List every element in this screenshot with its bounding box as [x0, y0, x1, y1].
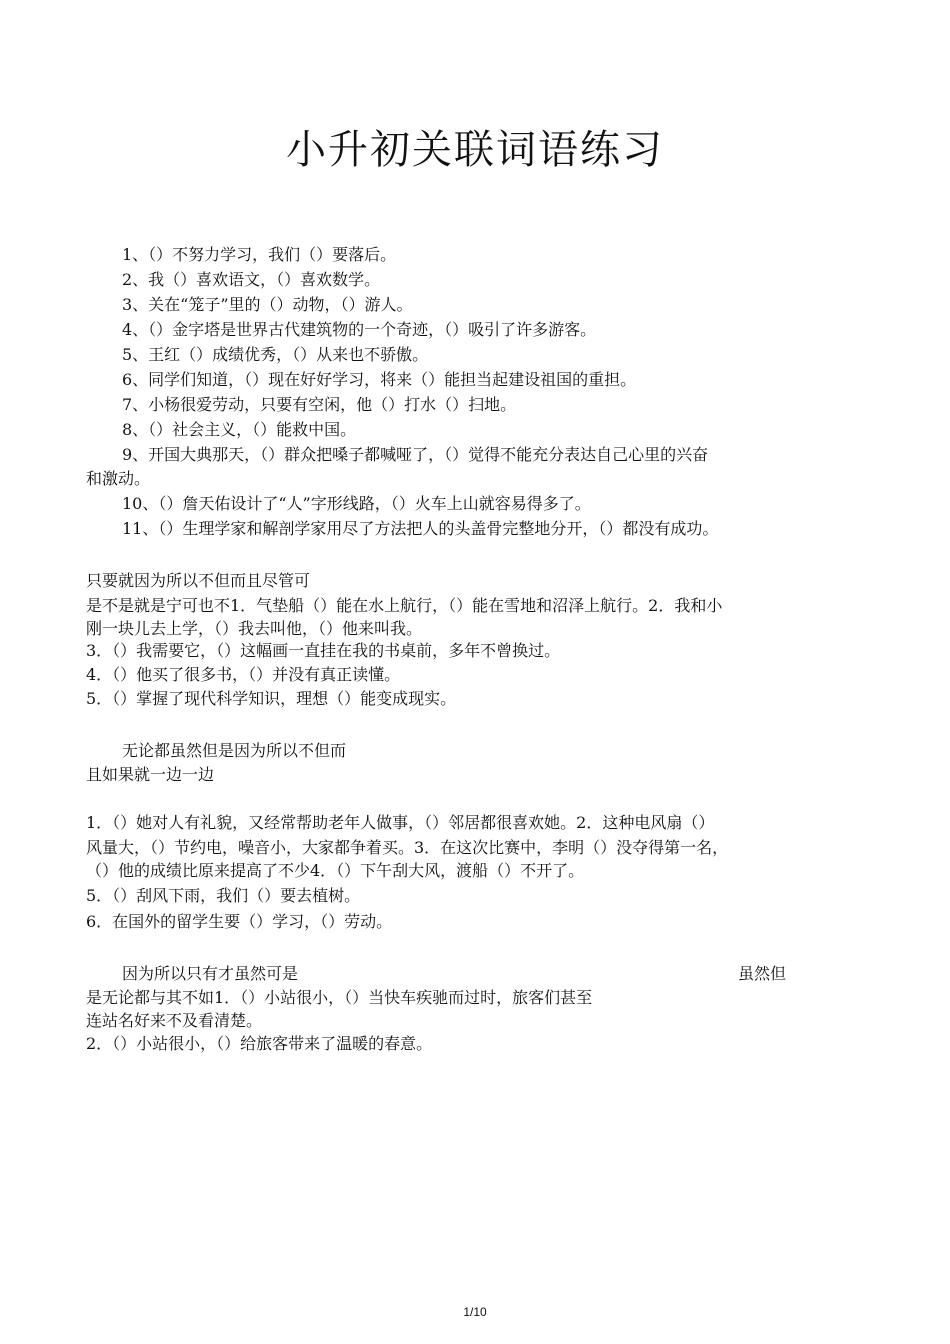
question-1-8: 8、（）社会主义，（）能救中国。	[122, 420, 357, 439]
section-2-line: 3．（）我需要它，（）这幅画一直挂在我的书桌前，多年不曾换过。	[86, 641, 561, 660]
word-bank-3-continued: 且如果就一边一边	[86, 765, 215, 784]
section-3-line: 1．（）她对人有礼貌，又经常帮助老年人做事，（）邻居都很喜欢她。2．这种电风扇（）	[86, 813, 715, 832]
question-1-11: 11、（）生理学家和解剖学家用尽了方法把人的头盖骨完整地分开，（）都没有成功。	[122, 519, 719, 538]
section-4-line: 2．（）小站很小，（）给旅客带来了温暖的春意。	[86, 1034, 433, 1053]
question-1-3: 3、关在“笼子”里的（）动物，（）游人。	[122, 295, 413, 314]
page-number: 1/10	[463, 1305, 487, 1319]
section-3-line: 5．（）刮风下雨，我们（）要去植树。	[86, 886, 361, 905]
word-bank-3: 无论都虽然但是因为所以不但而	[122, 741, 347, 760]
section-3-line: （）他的成绩比原来提高了不少4．（）下午刮大风，渡船（）不开了。	[86, 861, 585, 880]
question-1-1: 1、（）不努力学习，我们（）要落后。	[122, 245, 397, 264]
question-1-2: 2、我（）喜欢语文，（）喜欢数学。	[122, 270, 381, 289]
word-bank-4-right: 虽然但	[738, 964, 787, 983]
section-4-line: 连站名好来不及看清楚。	[86, 1011, 263, 1030]
question-1-6: 6、同学们知道，（）现在好好学习，将来（）能担当起建设祖国的重担。	[122, 370, 637, 389]
question-1-5: 5、王红（）成绩优秀，（）从来也不骄傲。	[122, 345, 429, 364]
word-bank-2: 只要就因为所以不但而且尽管可	[86, 571, 311, 590]
question-1-9-continued: 和激动。	[86, 469, 151, 488]
section-3-line: 风量大，（）节约电，噪音小，大家都争着买。3．在这次比赛中，李明（）没夺得第一名，	[86, 838, 729, 857]
section-2-line: 5．（）掌握了现代科学知识，理想（）能变成现实。	[86, 689, 457, 708]
question-1-9: 9、开国大典那天，（）群众把嗓子都喊哑了，（）觉得不能充分表达自己心里的兴奋	[122, 445, 709, 464]
question-1-7: 7、小杨很爱劳动，只要有空闲，他（）打水（）扫地。	[122, 395, 517, 414]
question-1-4: 4、（）金字塔是世界古代建筑物的一个奇迹，（）吸引了许多游客。	[122, 320, 597, 339]
section-4-line: 是无论都与其不如1．（）小站很小，（）当快车疾驰而过时，旅客们甚至	[86, 988, 593, 1007]
section-2-line: 4．（）他买了很多书，（）并没有真正读懂。	[86, 665, 401, 684]
word-bank-4: 因为所以只有才虽然可是	[122, 964, 299, 983]
section-3-line: 6．在国外的留学生要（）学习，（）劳动。	[86, 912, 393, 931]
section-2-line: 是不是就是宁可也不1．气垫船（）能在水上航行，（）能在雪地和沼泽上航行。2．我和小	[86, 596, 723, 615]
page-title: 小升初关联词语练习	[286, 127, 664, 173]
question-1-10: 10、（）詹天佑设计了“人”字形线路，（）火车上山就容易得多了。	[122, 494, 591, 513]
section-2-line: 刚一块儿去上学，（）我去叫他，（）他来叫我。	[86, 619, 423, 638]
